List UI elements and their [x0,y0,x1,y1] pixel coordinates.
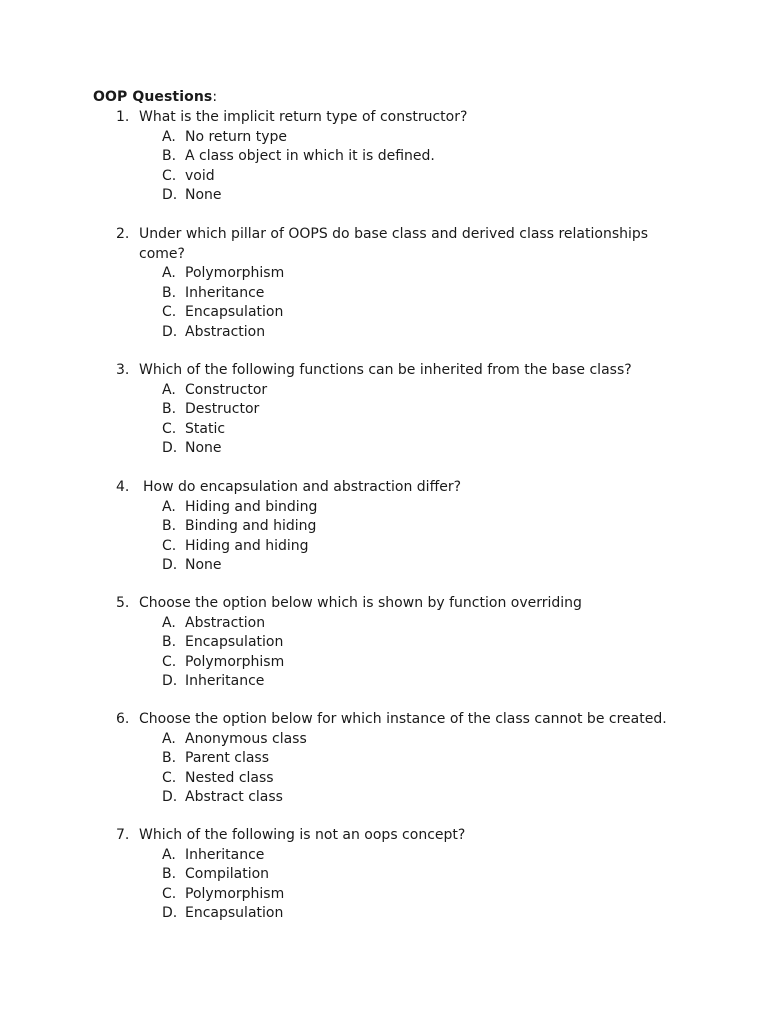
option-letter: B. [162,518,177,534]
option-letter: B. [162,284,177,301]
option-text: None [185,187,222,203]
question-text: How do encapsulation and abstraction differ? [143,479,462,495]
option-text: Abstraction [185,323,266,340]
option-letter: B. [162,148,177,164]
question-text: What is the implicit return type of constructor? [139,109,468,125]
option-text: None [185,440,222,456]
option-text: Polymorphism [185,265,285,281]
option-letter: B. [162,750,177,766]
question-number: 3. [116,362,130,378]
question-number: 7. [116,827,130,843]
option-text: Binding and hiding [185,518,317,534]
option-letter: B. [162,401,177,417]
question-number: 4. [116,479,130,495]
option-letter: D. [162,905,178,921]
option-text: Parent class [185,750,270,766]
option-text: Polymorphism [185,653,285,670]
question-text: Which of the following functions can be inherited from the base class? [139,362,632,378]
question-number: 1. [116,109,130,125]
option-letter: C. [162,420,177,437]
option-letter: A. [162,498,176,515]
document-title-colon: : [212,89,218,105]
option-text: Destructor [185,401,260,417]
option-text: Encapsulation [185,304,284,320]
option-text: Constructor [185,381,268,398]
question-text: Under which pillar of OOPS do base class and derived class relationships come? [139,226,649,262]
option-letter: B. [162,634,177,650]
option-letter: A. [162,614,176,631]
question-number: 5. [116,595,130,611]
option-letter: B. [162,866,177,882]
option-letter: D. [162,789,178,805]
option-text: Nested class [185,769,274,786]
option-text: Hiding and binding [185,498,318,515]
option-letter: D. [162,673,178,689]
option-letter: A. [162,265,176,281]
option-text: Abstract class [185,789,283,805]
document-title-text: OOP Questions [93,89,213,105]
question-number: 2. [116,226,130,242]
option-letter: C. [162,537,177,554]
option-text: Encapsulation [185,634,284,650]
option-text: Static [185,420,226,437]
option-text: Inheritance [185,673,265,689]
option-text: A class object in which it is defined. [185,148,435,164]
option-letter: D. [162,187,178,203]
option-text: Inheritance [185,284,265,301]
question-text: Choose the option below which is shown by function overriding [139,595,582,611]
option-letter: A. [162,128,176,145]
option-letter: C. [162,769,177,786]
option-text: Encapsulation [185,905,284,921]
option-letter: C. [162,653,177,670]
option-letter: D. [162,323,178,340]
option-letter: A. [162,381,176,398]
option-text: No return type [185,128,288,145]
option-letter: C. [162,167,177,184]
option-text: Compilation [185,866,270,882]
option-text: Inheritance [185,846,265,863]
option-letter: A. [162,730,176,747]
question-text: Which of the following is not an oops concept? [139,827,466,843]
question-text: Choose the option below for which instance of the class cannot be created. [139,711,667,727]
option-letter: C. [162,304,177,320]
document-title [93,88,217,108]
option-letter: C. [162,885,177,902]
option-letter: D. [162,440,178,456]
option-letter: D. [162,557,178,573]
option-letter: A. [162,846,176,863]
option-text: Anonymous class [185,730,307,747]
question-number: 6. [116,711,130,727]
option-text: Polymorphism [185,885,285,902]
option-text: Hiding and hiding [185,537,309,554]
option-text: None [185,557,222,573]
option-text: void [185,167,215,184]
option-text: Abstraction [185,614,266,631]
